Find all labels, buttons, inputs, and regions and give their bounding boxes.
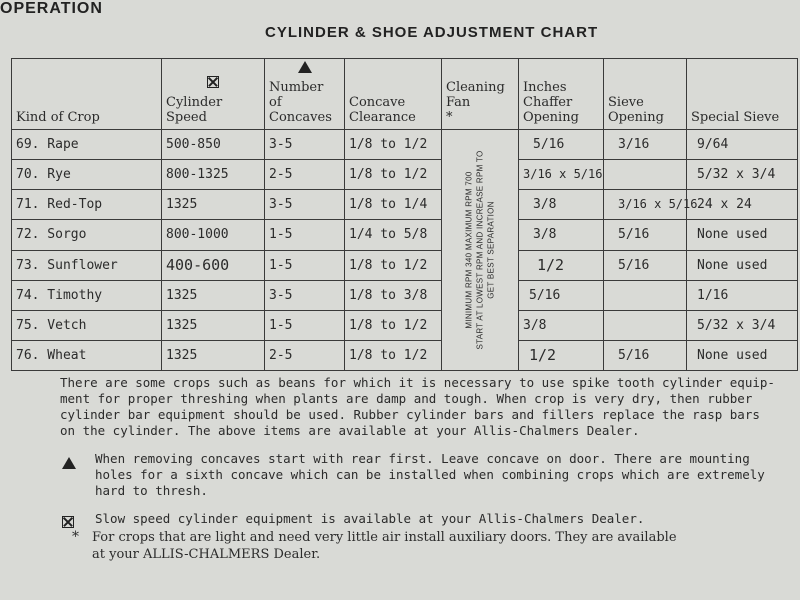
fan-note-line: MINIMUM RPM 340 MAXIMUM RPM 700 — [464, 171, 474, 329]
cell-chaffer: 5/16 — [519, 130, 604, 160]
cell-special: 5/32 x 3/4 — [687, 160, 798, 190]
note-paragraph-line: ment for proper threshing when plants are damp and tough. When crop is very dry, then rubber — [60, 391, 753, 406]
cell-speed: 500-850 — [162, 130, 265, 160]
cell-speed: 1325 — [162, 190, 265, 220]
fan-note-line: GET BEST SEPARATION — [486, 201, 496, 299]
cell-clearance: 1/4 to 5/8 — [345, 220, 442, 250]
cell-crop: 73. Sunflower — [12, 250, 162, 280]
cell-clearance: 1/8 to 3/8 — [345, 280, 442, 310]
table-row — [12, 130, 798, 160]
cell-concaves: 3-5 — [265, 280, 345, 310]
cell-concaves: 3-5 — [265, 190, 345, 220]
cell-speed: 800-1000 — [162, 220, 265, 250]
table-row — [12, 160, 798, 190]
cell-chaffer: 3/8 — [519, 190, 604, 220]
cell-concaves: 1-5 — [265, 250, 345, 280]
cell-clearance: 1/8 to 1/4 — [345, 190, 442, 220]
header-special-sieve: Special Sieve — [687, 59, 798, 130]
cell-clearance: 1/8 to 1/2 — [345, 160, 442, 190]
triangle-icon — [298, 61, 312, 73]
asterisk-icon: * — [446, 110, 453, 125]
asterisk-note-line: For crops that are light and need very little air install auxiliary doors. They are available — [92, 530, 677, 545]
cell-crop: 70. Rye — [12, 160, 162, 190]
cell-special: None used — [687, 220, 798, 250]
table-row — [12, 280, 798, 310]
cell-concaves: 2-5 — [265, 340, 345, 370]
asterisk-note-line: at your ALLIS-CHALMERS Dealer. — [92, 547, 321, 562]
cell-clearance: 1/8 to 1/2 — [345, 340, 442, 370]
cell-special: 24 x 24 — [687, 190, 798, 220]
cell-chaffer: 1/2 — [519, 250, 604, 280]
table-row — [12, 310, 798, 340]
cell-chaffer: 3/16 x 5/16 — [519, 160, 604, 190]
cell-speed: 1325 — [162, 280, 265, 310]
cell-sieve — [604, 280, 687, 310]
cell-speed: 1325 — [162, 340, 265, 370]
triangle-icon — [62, 454, 76, 469]
header-kind-of-crop: Kind of Crop — [12, 59, 162, 130]
cell-sieve — [604, 160, 687, 190]
cell-speed: 400-600 — [162, 250, 265, 280]
cell-clearance: 1/8 to 1/2 — [345, 310, 442, 340]
cell-special: 5/32 x 3/4 — [687, 310, 798, 340]
cell-concaves: 3-5 — [265, 130, 345, 160]
cell-cleaning-fan-note — [442, 130, 519, 371]
cell-clearance: 1/8 to 1/2 — [345, 130, 442, 160]
header-cleaning-fan: Cleaning Fan * — [442, 59, 519, 130]
cell-sieve: 3/16 — [604, 130, 687, 160]
cell-chaffer: 5/16 — [519, 280, 604, 310]
header-cylinder-speed: Cylinder Speed — [162, 59, 265, 130]
note-paragraph-line: There are some crops such as beans for which it is necessary to use spike tooth cylinder equip- — [60, 375, 775, 390]
cell-crop: 76. Wheat — [12, 340, 162, 370]
cell-concaves: 2-5 — [265, 160, 345, 190]
asterisk-icon: * — [72, 529, 79, 545]
table-row — [12, 220, 798, 250]
box-x-icon — [62, 513, 74, 528]
header-concave-clearance: Concave Clearance — [345, 59, 442, 130]
cell-sieve — [604, 310, 687, 340]
box-x-icon — [207, 76, 219, 88]
cell-special: 1/16 — [687, 280, 798, 310]
header-number-of-concaves: Number of Concaves — [265, 59, 345, 130]
cell-sieve: 5/16 — [604, 220, 687, 250]
header-sieve-opening: Sieve Opening — [604, 59, 687, 130]
table-row — [12, 190, 798, 220]
cell-special: None used — [687, 340, 798, 370]
cell-clearance: 1/8 to 1/2 — [345, 250, 442, 280]
triangle-note-line: holes for a sixth concave which can be installed when combining crops which are extremely — [95, 467, 765, 482]
triangle-note-line: hard to thresh. — [95, 483, 208, 498]
table-header-row — [12, 59, 798, 130]
cell-crop: 71. Red-Top — [12, 190, 162, 220]
cell-sieve: 5/16 — [604, 250, 687, 280]
cell-speed: 800-1325 — [162, 160, 265, 190]
cell-concaves: 1-5 — [265, 310, 345, 340]
cell-chaffer: 3/8 — [519, 220, 604, 250]
table-row — [12, 250, 798, 280]
cell-speed: 1325 — [162, 310, 265, 340]
cell-chaffer: 1/2 — [519, 340, 604, 370]
adjustment-table — [11, 58, 798, 371]
cell-crop: 69. Rape — [12, 130, 162, 160]
cell-sieve: 5/16 — [604, 340, 687, 370]
header-chaffer-opening: Inches Chaffer Opening — [519, 59, 604, 130]
cell-special: 9/64 — [687, 130, 798, 160]
cell-chaffer: 3/8 — [519, 310, 604, 340]
fan-note-line: START AT LOWEST RPM AND INCREASE RPM TO — [475, 150, 485, 350]
cell-special: None used — [687, 250, 798, 280]
cell-crop: 74. Timothy — [12, 280, 162, 310]
cell-concaves: 1-5 — [265, 220, 345, 250]
cell-crop: 72. Sorgo — [12, 220, 162, 250]
note-paragraph-line: on the cylinder. The above items are available at your Allis-Chalmers Dealer. — [60, 423, 640, 438]
triangle-note-line: When removing concaves start with rear first. Leave concave on door. There are mounting — [95, 451, 750, 466]
cell-sieve: 3/16 x 5/16 — [604, 190, 687, 220]
cell-crop: 75. Vetch — [12, 310, 162, 340]
box-note-line: Slow speed cylinder equipment is available at your Allis-Chalmers Dealer. — [95, 511, 645, 526]
chart-title: CYLINDER & SHOE ADJUSTMENT CHART — [265, 24, 599, 41]
page-header: OPERATION — [0, 0, 103, 17]
note-paragraph-line: cylinder bar equipment should be used. Rubber cylinder bars and fillers replace the rasp bars — [60, 407, 760, 422]
table-row — [12, 340, 798, 370]
